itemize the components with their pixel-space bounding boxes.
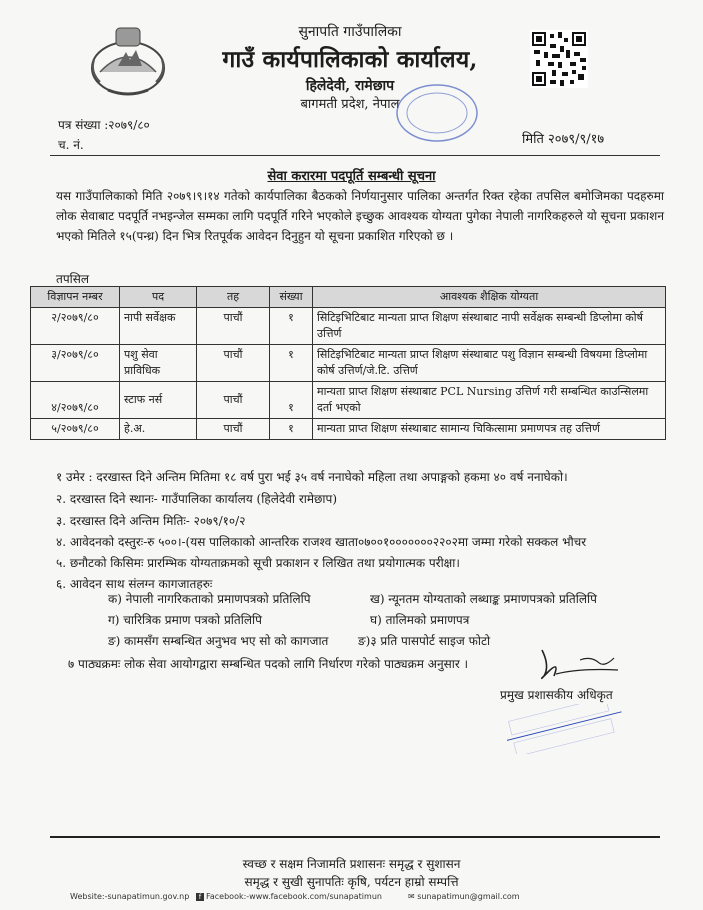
column-header: तह	[197, 287, 270, 308]
attachment-item: ङ) कामसँग सम्बन्धित अनुभव भए सो को कागजात	[108, 634, 329, 648]
qualification-cell: सिटिइभिटिबाट मान्यता प्राप्त शिक्षण संस्थाबाट नापी सर्वेक्षक सम्बन्धी डिप्लोमा कोर्ष उत्तिर्ण	[313, 308, 666, 345]
ad-number-cell: ३/२०७९/८०	[31, 345, 120, 382]
signature-icon	[520, 646, 620, 690]
post-cell: हे.अ.	[120, 419, 197, 440]
footer-motto: स्वच्छ र सक्षम निजामति प्रशासनः समृद्ध र सुशासन	[242, 857, 461, 871]
facebook-icon: f	[196, 893, 204, 901]
attachment-item: ङ)३ प्रति पासपोर्ट साइज फोटो	[358, 634, 491, 648]
table-row	[31, 419, 666, 440]
dispatch-number: च. नं.	[58, 138, 84, 152]
level-cell: पाचौं	[197, 308, 270, 345]
ad-number-cell: ४/२०७९/८०	[31, 382, 120, 419]
office-title: गाउँ कार्यपालिकाको कार्यालय,	[222, 46, 478, 73]
office-address: हिलेदेवी, रामेछाप	[305, 78, 395, 94]
schedule-label: तपसिल	[56, 272, 90, 286]
ad-number-cell: ५/२०७९/८०	[31, 419, 120, 440]
post-cell: पशु सेवा प्राविधिक	[120, 345, 197, 382]
municipality-name: सुनापति गाउँपालिका	[298, 24, 402, 40]
condition-item: ५. छनौटको किसिमः प्रारम्भिक योग्यताक्रमको सूची प्रकाशन र लिखित तथा प्रयोगात्मक परीक्षा।	[56, 556, 460, 570]
condition-item: २. दरखास्त दिने स्थानः- गाउँपालिका कार्यालय (हिलेदेवी रामेछाप)	[56, 492, 338, 506]
qr-code-icon	[530, 30, 588, 88]
table-row	[31, 382, 666, 419]
signatory-title: प्रमुख प्रशासकीय अधिकृत	[500, 688, 613, 702]
level-cell: पाचौं	[197, 419, 270, 440]
letter-date: मिति २०७९/९/१७	[522, 132, 605, 147]
post-cell: स्टाफ नर्स	[120, 382, 197, 419]
count-cell: १	[270, 419, 313, 440]
condition-item: ३. दरखास्त दिने अन्तिम मितिः- २०७९/१०/२	[56, 514, 246, 528]
province-line: बागमती प्रदेश, नेपाल	[300, 97, 400, 112]
vacancy-table	[30, 286, 666, 440]
table-row	[31, 345, 666, 382]
count-cell: १	[270, 308, 313, 345]
table-row	[31, 308, 666, 345]
post-cell: नापी सर्वेक्षक	[120, 308, 197, 345]
email-icon: ✉	[408, 892, 418, 901]
notice-subject: सेवा करारमा पदपूर्ति सम्बन्धी सूचना	[267, 169, 436, 184]
attachment-item: घ) तालिमको प्रमाणपत्र	[370, 613, 470, 627]
qualification-cell: सिटिइभिटिबाट मान्यता प्राप्त शिक्षण संस्थाबाट पशु विज्ञान सम्बन्धी विषयमा डिप्लोमा कोर्ष उत्तिर्ण/जे.टि. उत्तिर्ण	[313, 345, 666, 382]
count-cell: १	[270, 382, 313, 419]
condition-item: ४. आवेदनको दस्तुरः-रु ५००।-(यस पालिकाको आन्तरिक राजश्व खाता०७००१०००००००२२०२मा जम्मा गरेको सक्कल भौचर	[56, 535, 587, 549]
footer-email-text: sunapatimun@gmail.com	[417, 892, 520, 901]
attachment-item: क) नेपाली नागरिकताको प्रमाणपत्रको प्रतिलिपि	[108, 592, 311, 606]
table-header-row	[31, 287, 666, 308]
condition-item: १ उमेर : दरखास्त दिने अन्तिम मितिमा १८ वर्ष पुरा भई ३५ वर्ष ननाघेको महिला तथा अपाङ्गको हकमा ४० वर्ष ननाघेको।	[56, 470, 568, 484]
column-header: विज्ञापन नम्बर	[31, 287, 120, 308]
condition-item: ६. आवेदन साथ संलग्न कागजातहरुः	[56, 577, 213, 591]
footer-divider	[50, 836, 660, 838]
footer-email	[408, 892, 520, 901]
footer-website: Website:-sunapatimun.gov.np	[70, 892, 190, 901]
attachment-item: ख) न्यूनतम योग्यताको लब्धाङ्क प्रमाणपत्रको प्रतिलिपि	[370, 592, 597, 606]
column-header: संख्या	[270, 287, 313, 308]
footer-facebook-text: Facebook:-www.facebook.com/sunapatimun	[206, 892, 382, 901]
level-cell: पाचौं	[197, 345, 270, 382]
office-stamp-icon	[392, 78, 482, 148]
footer-facebook	[196, 892, 382, 901]
officer-stamp-icon	[500, 704, 630, 754]
qualification-cell: मान्यता प्राप्त शिक्षण संस्थाबाट PCL Nursing उत्तिर्ण गरी सम्बन्धित काउन्सिलमा दर्ता भएको	[313, 382, 666, 419]
footer-slogan: समृद्ध र सुखी सुनापतिः कृषि, पर्यटन हाम्रो सम्पत्ति	[244, 875, 459, 889]
count-cell: १	[270, 345, 313, 382]
header-divider	[50, 155, 660, 156]
attachment-item: ग) चारित्रिक प्रमाण पत्रको प्रतिलिपि	[108, 613, 262, 627]
qualification-cell: मान्यता प्राप्त शिक्षण संस्थाबाट सामान्य चिकित्सामा प्रमाणपत्र तह उत्तिर्ण	[313, 419, 666, 440]
letter-number: पत्र संख्या :२०७९/८०	[58, 118, 150, 132]
condition-item: ७ पाठ्यक्रमः लोक सेवा आयोगद्वारा सम्बन्धित पदको लागि निर्धारण गरेको पाठ्यक्रम अनुसार ।	[68, 657, 469, 671]
ad-number-cell: २/२०७९/८०	[31, 308, 120, 345]
level-cell: पाचौं	[197, 382, 270, 419]
column-header: आवश्यक शैक्षिक योग्यता	[313, 287, 666, 308]
column-header: पद	[120, 287, 197, 308]
nepal-emblem-icon	[86, 20, 170, 104]
notice-body: यस गाउँपालिकाको मिति २०७९।९।१४ गतेको कार्यपालिका बैठकको निर्णयानुसार पालिका अन्तर्गत रिक्त रहेका तपसिल बमोजिमका पदहरुमा लोक सेवाबाट पदपूर्ति नभइन्जेल सम्मका लागि पदपूर्ति गरिने भएकोले इच्छुक आवश्यक योग्यता पुगेका नेपाली नागरिकहरुले यो सूचना प्रकाशन भएको मितिले १५(पन्ध्र) दिन भित्र रितपूर्वक आवेदन दिनुहुन यो सूचना प्रकाशित गरिएको छ ।	[56, 189, 664, 243]
